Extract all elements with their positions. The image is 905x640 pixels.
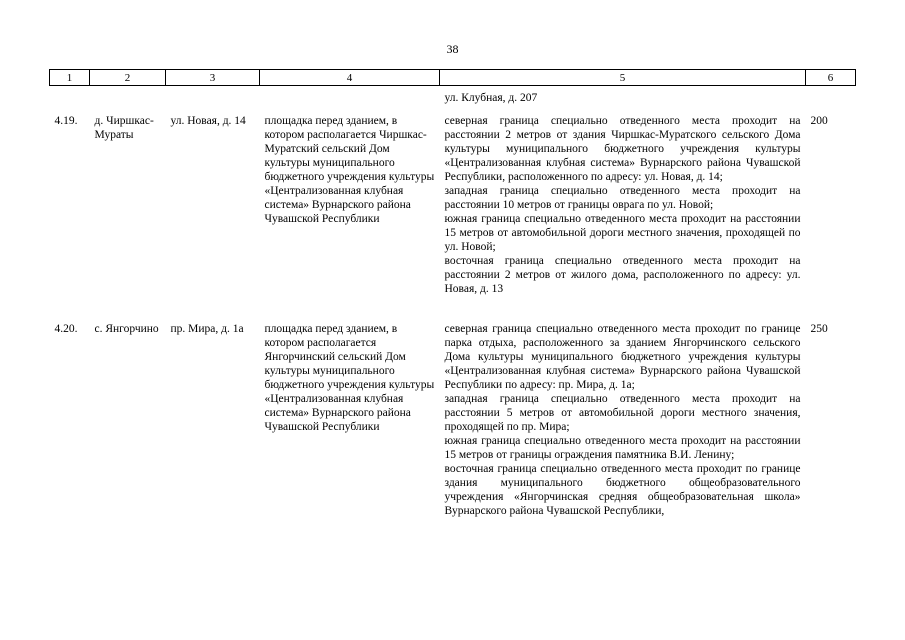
- cell-address: ул. Новая, д. 14: [170, 115, 246, 127]
- cell-capacity: 200: [810, 115, 828, 127]
- boundary-north: северная граница специально отведенного места проходит по границе парка отдыха, расположенного за зданием Янгорчинского сельского Дома культуры муниципального бюджетного учреждения культуры «Централизованная клубная система» Вурнарского района Чувашской Республики по адресу: пр. Мира, д. 1а;: [444, 323, 801, 391]
- boundary-east: восточная граница специально отведенного места проходит на расстоянии 2 метров от жилого дома, расположенного по адресу: ул. Новая, д. 13: [444, 255, 801, 295]
- column-header-4: 4: [260, 70, 440, 86]
- table-row-4-20: [50, 296, 856, 518]
- page-number: 38: [446, 42, 459, 56]
- boundary-west: западная граница специально отведенного места проходит на расстоянии 10 метров от границы оврага по ул. Новой;: [444, 185, 801, 211]
- column-header-2: 2: [90, 70, 166, 86]
- cell-capacity: 250: [810, 323, 828, 335]
- column-header-6: 6: [806, 70, 856, 86]
- cell-settlement: д. Чиршкас-Мураты: [94, 115, 154, 141]
- boundary-north: северная граница специально отведенного места проходит на расстоянии 2 метров от здания Чиршкас-Муратского сельского Дома культуры муниципального бюджетного учреждения культуры «Централизованная клубная система» Вурнарского района Чувашской Республики, расположенного по адресу: ул. Новая, д. 14;: [444, 115, 801, 183]
- cell-empty: [260, 86, 440, 106]
- cell-empty: [806, 86, 856, 106]
- table-header-row: [50, 70, 856, 86]
- table-row-continuation: [50, 86, 856, 106]
- column-header-5: 5: [440, 70, 806, 86]
- cell-boundary-continuation: ул. Клубная, д. 207: [444, 92, 538, 104]
- boundary-south: южная граница специально отведенного места проходит на расстоянии 15 метров от границы ограждения памятника В.И. Ленину;: [444, 435, 801, 461]
- table-body: [50, 86, 856, 519]
- cell-empty: [50, 86, 90, 106]
- cell-description: площадка перед зданием, в котором располагается Чиршкас-Муратский сельский Дом культуры муниципального бюджетного учреждения культуры «Централизованная клубная система» Вурнарского района Чувашской Республики: [264, 115, 435, 225]
- boundary-west: западная граница специально отведенного места проходит на расстоянии 5 метров от автомобильной дороги местного значения, проходящей по пр. Мира;: [444, 393, 801, 433]
- cell-empty: [166, 86, 260, 106]
- cell-empty: [90, 86, 166, 106]
- column-header-1: 1: [50, 70, 90, 86]
- cell-boundaries: [440, 296, 806, 518]
- column-header-3: 3: [166, 70, 260, 86]
- cell-address: пр. Мира, д. 1а: [170, 323, 244, 335]
- cell-description: площадка перед зданием, в котором располагается Янгорчинский сельский Дом культуры муниципального бюджетного учреждения культуры «Централизованная клубная система» Вурнарского района Чувашской Республики: [264, 323, 435, 433]
- boundary-east: восточная граница специально отведенного места проходит по границе здания муниципального бюджетного общеобразовательного учреждения «Янгорчинская средняя общеобразовательная школа» Вурнарского района Чувашской Республики,: [444, 463, 801, 517]
- cell-item-number: 4.20.: [54, 323, 78, 335]
- boundary-south: южная граница специально отведенного места проходит на расстоянии 15 метров от автомобильной дороги местного значения, проходящей по ул. Новой;: [444, 213, 801, 253]
- cell-item-number: 4.19.: [54, 115, 78, 127]
- designated-places-table: [49, 69, 856, 518]
- table-row-4-19: [50, 105, 856, 296]
- cell-boundaries: [440, 105, 806, 296]
- table-header: [50, 70, 856, 86]
- cell-settlement: с. Янгорчино: [94, 323, 159, 335]
